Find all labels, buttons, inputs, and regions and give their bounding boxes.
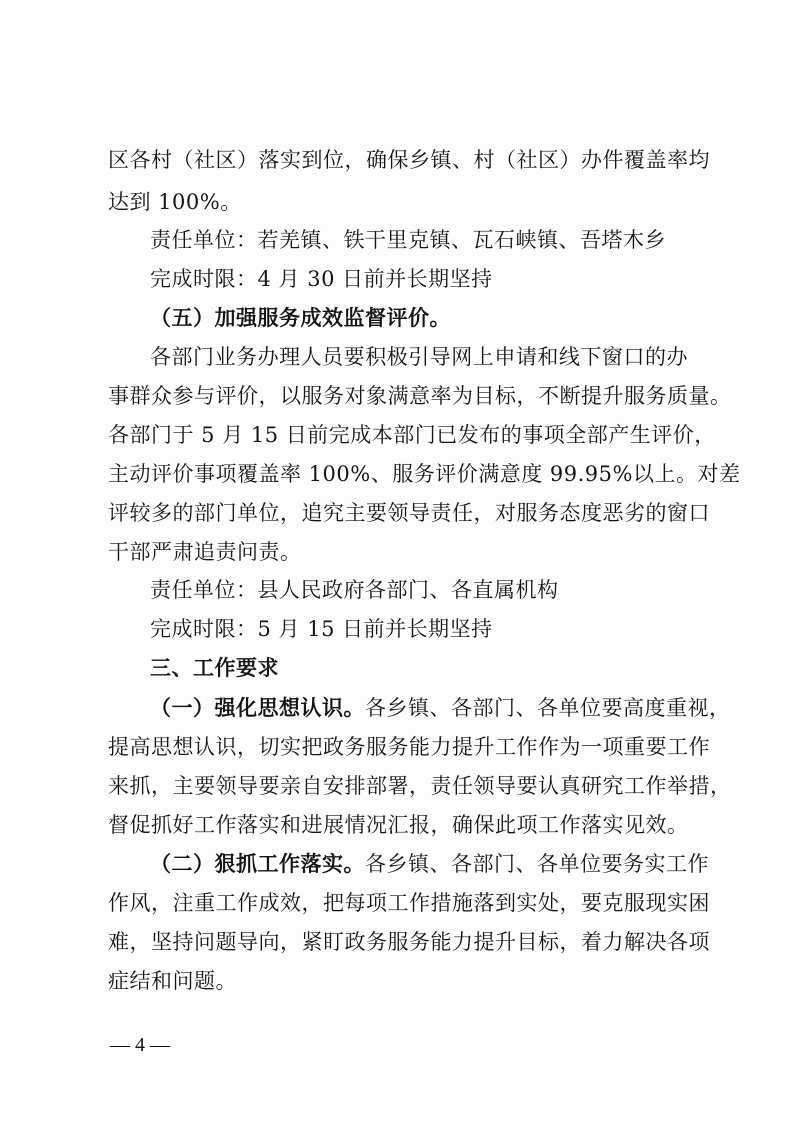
page-number: — 4 — [110,1034,170,1056]
responsible-unit-line: 责任单位：县人民政府各部门、各直属机构 [150,578,559,602]
paragraph-line: 达到 100%。 [108,190,242,214]
paragraph-line: 作风，注重工作成效，把每项工作措施落到实处，要克服现实困 [108,891,710,915]
paragraph-line: 事群众参与评价，以服务对象满意率为目标，不断提升服务质量。 [108,384,732,408]
paragraph-line [150,688,731,728]
deadline-line: 完成时限：5 月 15 日前并长期坚持 [150,617,493,641]
paragraph-line: 干部严肃追责问责。 [108,540,302,564]
paragraph-line: 督促抓好工作落实和进展情况汇报，确保此项工作落实见效。 [108,813,689,837]
paragraph-line: 区各村（社区）落实到位，确保乡镇、村（社区）办件覆盖率均 [108,148,710,172]
paragraph-line: 提高思想认识，切实把政务服务能力提升工作作为一项重要工作 [108,735,710,759]
paragraph-line [150,844,709,884]
paragraph-line: 评较多的部门单位，追究主要领导责任，对服务态度恶劣的窗口 [108,501,710,525]
paragraph-line: 来抓，主要领导要亲自安排部署，责任领导要认真研究工作举措， [108,774,732,798]
paragraph-line: 各部门业务办理人员要积极引导网上申请和线下窗口的办 [150,345,688,369]
subheading-1: （一）强化思想认识。 [150,696,365,720]
responsible-unit-line: 责任单位：若羌镇、铁干里克镇、瓦石峡镇、吾塔木乡 [150,228,666,252]
subheading-2: （二）狠抓工作落实。 [150,852,365,876]
paragraph-line: 各部门于 5 月 15 日前完成本部门已发布的事项全部产生评价， [108,423,716,447]
paragraph-text: 各乡镇、各部门、各单位要务实工作 [365,852,709,876]
section-heading-3: 三、工作要求 [150,656,279,680]
paragraph-line: 症结和问题。 [108,969,237,993]
paragraph-text: 各乡镇、各部门、各单位要高度重视， [365,696,731,720]
deadline-line: 完成时限：4 月 30 日前并长期坚持 [150,267,493,291]
paragraph-line: 主动评价事项覆盖率 100%、服务评价满意度 99.95%以上。对差 [108,462,741,486]
section-heading-5: （五）加强服务成效监督评价。 [150,306,451,330]
paragraph-line: 难，坚持问题导向，紧盯政务服务能力提升目标，着力解决各项 [108,930,710,954]
